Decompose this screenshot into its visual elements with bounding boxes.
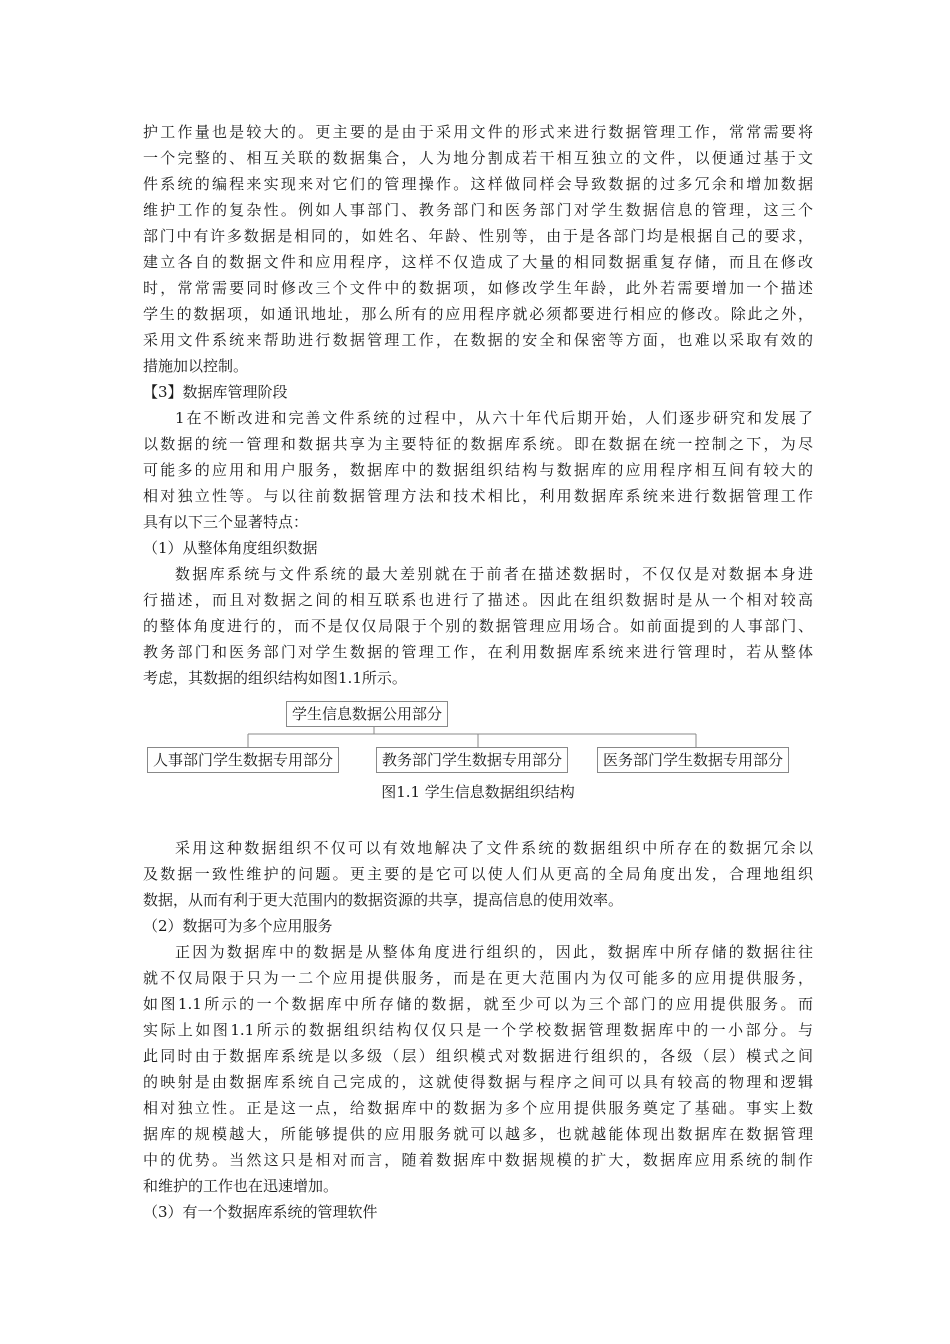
text-line: 时，常常需要同时修改三个文件中的数据项，如修改学生年龄，此外若需要增加一个描述 [143,279,813,297]
text-line: 就不仅局限于只为一二个应用提供服务，而是在更大范围内为仅可能多的应用提供服务， [143,969,813,987]
academic-data-box: 教务部门学生数据专用部分 [376,747,568,773]
document-body [143,119,813,1225]
text-line: 采用文件系统来帮助进行数据管理工作，在数据的安全和保密等方面，也难以采取有效的 [143,331,813,349]
text-line: 的整体角度进行的，而不是仅仅局限于个别的数据管理应用场合。如前面提到的人事部门、 [143,617,813,635]
paragraph-section3 [143,405,813,535]
text-line: 据库的规模越大，所能够提供的应用服务就可以越多，也就越能体现出数据库在数据管理 [143,1125,813,1143]
text-line: 1在不断改进和完善文件系统的过程中，从六十年代后期开始，人们逐步研究和发展了 [175,409,813,427]
text-line: 中的优势。当然这只是相对而言，随着数据库中数据规模的扩大，数据库应用系统的制作 [143,1151,813,1169]
medical-data-box: 医务部门学生数据专用部分 [597,747,789,773]
text-line: 相对独立性。正是这一点，给数据库中的数据为多个应用提供服务奠定了基础。事实上数 [143,1099,813,1117]
text-line: 教务部门和医务部门对学生数据的管理工作，在利用数据库系统来进行管理时，若从整体 [143,643,813,661]
text-line: 具有以下三个显著特点： [143,513,309,531]
paragraph-after-figure [143,835,813,913]
text-line: 考虑，其数据的组织结构如图1.1所示。 [143,669,407,687]
spacer [143,809,813,835]
text-line: 部门中有许多数据是相同的，如姓名、年龄、性别等，由于是各部门均是根据自己的要求， [143,227,813,245]
figure-caption: 图1.1 学生信息数据组织结构 [381,783,575,801]
text-line: 数据库系统与文件系统的最大差别就在于前者在描述数据时，不仅仅是对数据本身进 [175,565,813,583]
text-line: 如图1.1所示的一个数据库中所存储的数据，就至少可以为三个部门的应用提供服务。而 [143,995,813,1013]
section-heading: 【3】数据库管理阶段 [143,383,288,401]
text-line: 件系统的编程来实现来对它们的管理操作。这样做同样会导致数据的过多冗余和增加数据 [143,175,813,193]
text-line: 行描述，而且对数据之间的相互联系也进行了描述。因此在组织数据时是从一个相对较高 [143,591,813,609]
text-line: 及数据一致性维护的问题。更主要的是它可以使人们从更高的全局角度出发，合理地组织 [143,865,813,883]
text-line: 相对独立性等。与以往前数据管理方法和技术相比，利用数据库系统来进行数据管理工作 [143,487,813,505]
paragraph-sub1 [143,561,813,691]
text-line: 措施加以控制。 [143,357,249,375]
text-line: 和维护的工作也在迅速增加。 [143,1177,339,1195]
text-line: 建立各自的数据文件和应用程序，这样不仅造成了大量的相同数据重复存储，而且在修改 [143,253,813,271]
text-line: 正因为数据库中的数据是从整体角度进行组织的，因此，数据库中所存储的数据往往 [175,943,813,961]
subsection-heading: （3）有一个数据库系统的管理软件 [143,1203,378,1221]
text-line: 以数据的统一管理和数据共享为主要特征的数据库系统。即在数据在统一控制之下，为尽 [143,435,813,453]
hr-data-box: 人事部门学生数据专用部分 [147,747,339,773]
paragraph-sub2 [143,939,813,1199]
text-line: 此同时由于数据库系统是以多级（层）组织模式对数据进行组织的，各级（层）模式之间 [143,1047,813,1065]
text-line: 可能多的应用和用户服务，数据库中的数据组织结构与数据库的应用程序相互间有较大的 [143,461,813,479]
paragraph-intro [143,119,813,379]
figure-diagram [143,701,813,809]
subsection-heading: （1）从整体角度组织数据 [143,539,318,557]
text-line: 一个完整的、相互关联的数据集合，人为地分割成若干相互独立的文件，以便通过基于文 [143,149,813,167]
text-line: 护工作量也是较大的。更主要的是由于采用文件的形式来进行数据管理工作，常常需要将 [143,123,813,141]
text-line: 采用这种数据组织不仅可以有效地解决了文件系统的数据组织中所存在的数据冗余以 [175,839,813,857]
text-line: 实际上如图1.1所示的数据组织结构仅仅只是一个学校数据管理数据库中的一小部分。与 [143,1021,813,1039]
subsection-heading: （2）数据可为多个应用服务 [143,917,333,935]
text-line: 维护工作的复杂性。例如人事部门、教务部门和医务部门对学生数据信息的管理，这三个 [143,201,813,219]
shared-data-box: 学生信息数据公用部分 [286,701,448,727]
text-line: 数据，从而有利于更大范围内的数据资源的共享，提高信息的使用效率。 [143,891,624,909]
text-line: 的映射是由数据库系统自己完成的，这就使得数据与程序之间可以具有较高的物理和逻辑 [143,1073,813,1091]
text-line: 学生的数据项，如通讯地址，那么所有的应用程序就必须都要进行相应的修改。除此之外， [143,305,813,323]
